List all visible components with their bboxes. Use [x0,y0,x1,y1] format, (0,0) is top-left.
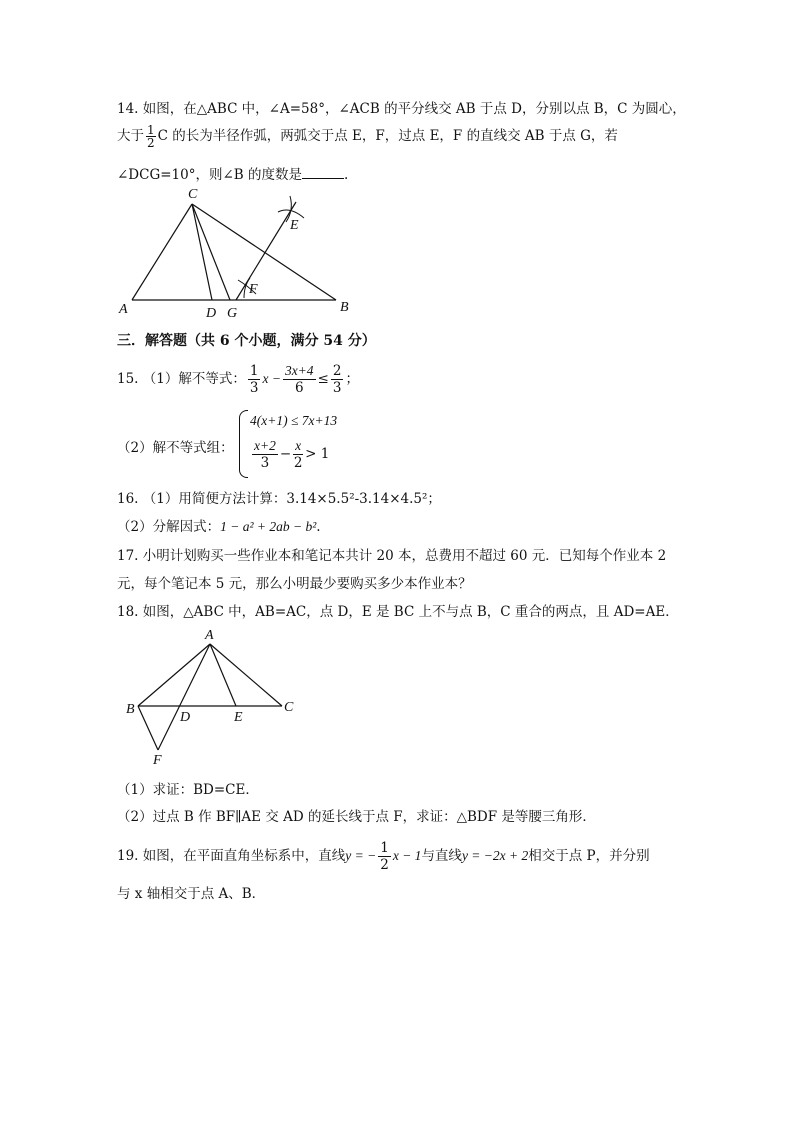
q19-eq2: y = −2x + 2 [461,848,529,863]
q15-p1-mid: x − [262,371,281,386]
q19-line2: 与 x 轴相交于点 A、B． [117,886,266,902]
q18-label-C: C [284,700,294,715]
q14-label-D: D [206,306,217,321]
q19-eq1-post: x − 1 [392,848,422,863]
q14-line3 [117,163,348,183]
q15-frac1-num: 1 [249,363,259,379]
q18-label-F: F [153,753,162,768]
q19-line1 [117,840,650,873]
q18-label-D: D [180,710,191,725]
q15-part1 [117,363,359,396]
q15-system-row1: 4(x+1) ≤ 7x+13 [250,413,338,428]
q15-p1-end: ； [345,371,359,387]
section-title: 三．解答题（共 6 个小题，满分 54 分） [117,333,376,349]
q14-segment-CG [192,204,230,300]
q14-line3-text: ∠DCG=10°，则∠B 的度数是 [117,167,303,183]
q14-label-F: F [249,282,258,297]
q15-frac1 [248,363,261,396]
q14-line2 [117,124,618,149]
q14-figure [110,182,370,322]
q19-line1-end: 相交于点 P，并分别 [528,848,650,864]
q15-sys-minus: − [279,446,292,462]
q14-label-E: E [290,218,299,233]
q18-segment-AF [158,644,210,750]
q19-eq1-frac-den: 2 [380,857,389,873]
q15-frac2 [283,363,316,396]
q15-sys-frac1-num: x+2 [254,438,276,453]
q19-line1-mid: 与直线 [421,848,462,864]
q16-p2-pre: （2）分解因式： [117,519,221,535]
q15-sys-frac2-num: x [295,438,302,453]
q18-part1: （1）求证：BD=CE． [117,782,259,798]
q16-p2-end: . [316,519,321,535]
q14-line2-pre: 大于 [117,128,144,144]
q14-label-B: B [340,300,349,315]
q19-eq1-pre: y = − [345,848,377,863]
q15-part2-label: （2）解不等式组： [117,440,234,456]
q15-p1-pre: 15. （1）解不等式： [117,371,246,387]
q14-label-A: A [119,302,128,317]
q15-sys-frac2 [293,438,303,471]
q14-line-EF [236,202,296,300]
q18-label-A: A [205,628,214,643]
q18-segment-BF [138,706,158,750]
q14-frac-num: 1 [147,123,155,137]
system-brace [239,410,248,478]
q17-line1: 17. 小明计划购买一些作业本和笔记本共计 20 本，总费用不超过 60 元．已知每个作业本 2 [117,548,667,564]
q14-frac-den: 2 [147,136,155,150]
q15-system-row2 [250,438,329,471]
q19-eq1-frac [378,840,391,873]
q14-line1: 14. 如图，在△ABC 中，∠A=58°，∠ACB 的平分线交 AB 于点 D，分别以点 B，C 为圆心， [117,101,686,117]
q18-part2: （2）过点 B 作 BF∥AE 交 AD 的延长线于点 F，求证：△BDF 是等腰三角形． [117,809,596,825]
q15-sys-frac1-den: 3 [260,455,270,471]
q19-line1-pre: 19. 如图，在平面直角坐标系中，直线 [117,848,346,864]
q15-frac3-num: 2 [332,363,342,379]
q18-segment-AB [138,644,210,706]
q14-line2-post: C 的长为半径作弧，两弧交于点 E，F，过点 E，F 的直线交 AB 于点 G，若 [157,128,618,144]
q16-part2 [117,515,321,535]
q16-part1: 16. （1）用简便方法计算：3.14×5.5²-3.14×4.5²； [117,491,441,507]
q15-frac1-den: 3 [249,380,259,396]
answer-blank[interactable] [302,166,344,179]
q18-figure [118,624,308,770]
q15-frac3-den: 3 [332,380,342,396]
q16-p2-expr: 1 − a² + 2ab − b² [220,519,317,534]
q15-sys-gt: > 1 [305,446,330,462]
q14-fraction [146,124,156,149]
q15-sys-frac2-den: 2 [293,455,303,471]
q15-frac2-num: 3x+4 [284,363,314,378]
q18-segment-AC [210,644,282,706]
q14-label-G: G [227,306,238,321]
q17-line2: 元，每个笔记本 5 元，那么小明最少要购买多少本作业本？ [117,576,472,592]
q14-segment-AC [132,204,192,300]
q14-segment-BC [192,204,336,300]
q19-eq1-frac-num: 1 [380,840,389,856]
q14-segment-CD [192,204,212,300]
q15-p1-le: ≤ [317,371,329,387]
q15-frac2-den: 6 [294,380,304,396]
q18-label-B: B [126,702,135,717]
q14-line3-end: . [344,167,349,183]
q18-label-E: E [234,710,243,725]
q18-segment-AE [210,644,236,706]
q15-frac3 [331,363,344,396]
q18-line1: 18. 如图，△ABC 中，AB=AC，点 D，E 是 BC 上不与点 B，C 重合的两点，且 AD=AE． [117,604,679,620]
q14-label-C: C [188,187,198,202]
q15-sys-frac1 [252,438,278,471]
